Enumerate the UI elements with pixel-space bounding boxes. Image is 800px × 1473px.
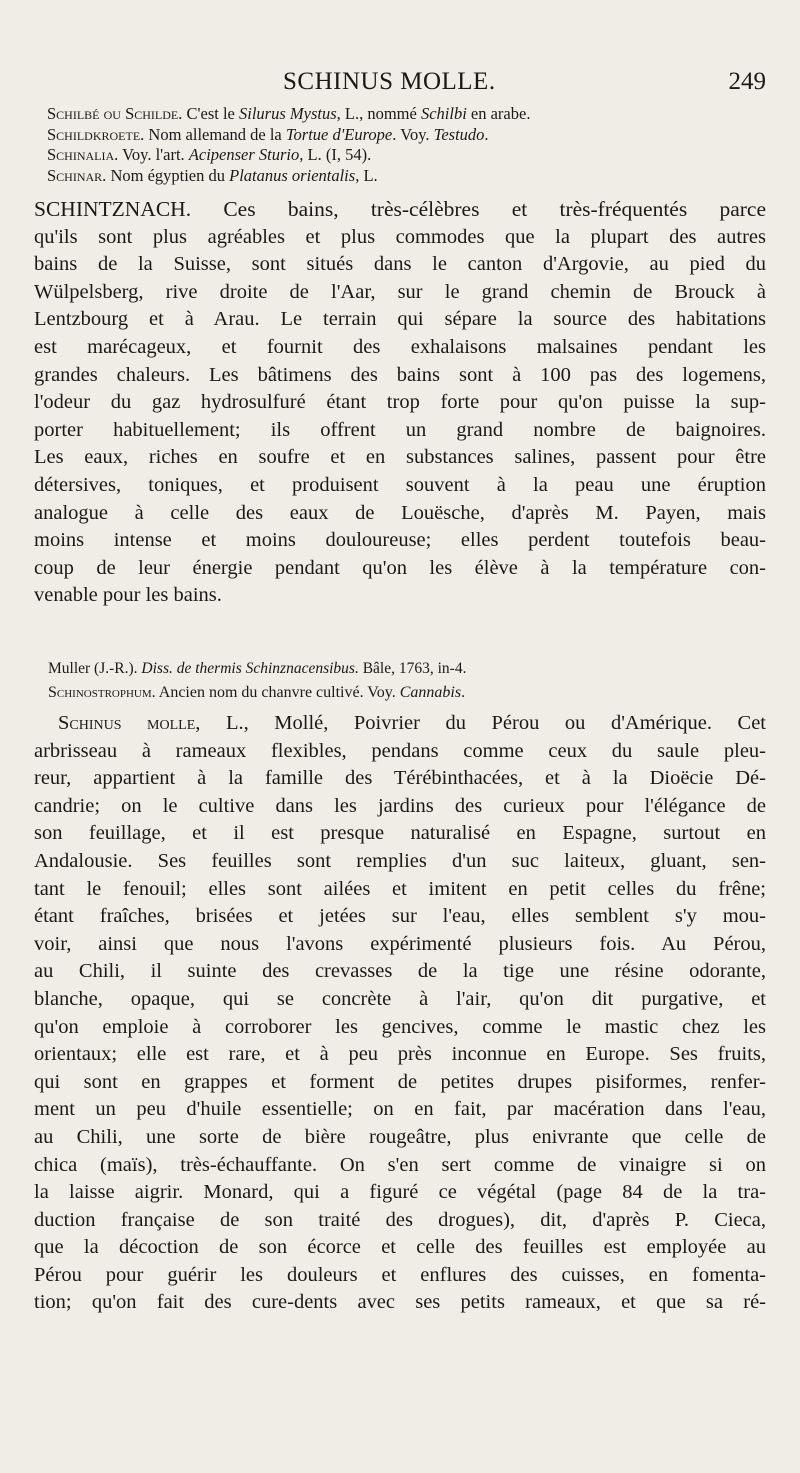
entry-schinus-molle — [34, 710, 766, 1317]
text-line: au Chili, il suinte des crevasses de la tige une résine odorante, — [34, 960, 766, 983]
text-line: bains de la Suisse, sont situés dans le canton d'Argovie, au pied du — [34, 253, 766, 276]
text-line: détersives, toniques, et produisent souvent à la peau une éruption — [34, 473, 766, 496]
text-line: grandes chaleurs. Les bâtimens des bains sont à 100 pas des logemens, — [34, 363, 766, 386]
text-line: qu'on emploie à corroborer les gencives, comme le mastic chez les — [34, 1015, 766, 1038]
text-line: l'odeur du gaz hydrosulfuré étant trop forte pour qu'on puisse la sup- — [34, 391, 766, 414]
text-line: porter habituellement; ils offrent un grand nombre de baignoires. — [34, 418, 766, 441]
text-line: Pérou pour guérir les douleurs et enflures des cuisses, en fomenta- — [34, 1263, 766, 1286]
text-line: reur, appartient à la famille des Térébinthacées, et à la Dioëcie Dé- — [34, 767, 766, 790]
short-entries — [47, 104, 767, 186]
text-line: qu'ils sont plus agréables et plus commodes que la plupart des autres — [34, 225, 766, 248]
text-line: Les eaux, riches en soufre et en substances salines, passent pour être — [34, 446, 766, 469]
page-number: 249 — [728, 68, 766, 95]
text-line: ment un peu d'huile essentielle; on en fait, par macération dans l'eau, — [34, 1098, 766, 1121]
entry-schinalia: Schinalia. Voy. l'art. Acipenser Sturio, L. (I, 54). — [47, 145, 372, 164]
text-line: SCHINTZNACH. Ces bains, très-célèbres et très-fréquentés parce — [34, 197, 766, 221]
text-line: Wülpelsberg, rive droite de l'Aar, sur le grand chemin de Brouck à — [34, 280, 766, 303]
text-line: est marécageux, et fournit des exhalaisons malsaines pendant les — [34, 335, 766, 358]
entry-schilbe: Schilbé ou Schilde. C'est le Silurus Mystus, L., nommé Schilbi en arabe. — [47, 104, 531, 123]
text-line: que la décoction de son écorce et celle des feuilles est employée au — [34, 1236, 766, 1259]
text-line: Andalousie. Ses feuilles sont remplies d'un suc laiteux, gluant, sen- — [34, 849, 766, 872]
text-line: son feuillage, et il est presque naturalisé en Espagne, surtout en — [34, 822, 766, 845]
text-line: moins intense et moins douloureuse; elles perdent toutefois beau- — [34, 529, 766, 552]
text-line: duction française de son traité des drogues), dit, d'après P. Cieca, — [34, 1208, 766, 1231]
text-line: blanche, opaque, qui se concrète à l'air, qu'on dit purgative, et — [34, 987, 766, 1010]
running-title: SCHINUS MOLLE. — [283, 68, 496, 95]
text-line: étant fraîches, brisées et jetées sur l'eau, elles semblent s'y mou- — [34, 905, 766, 928]
text-line: candrie; on le cultive dans les jardins des curieux pour l'élégance de — [34, 794, 766, 817]
text-line: tion; qu'on fait des cure-dents avec ses petits rameaux, et que sa ré- — [34, 1291, 766, 1314]
text-line: au Chili, une sorte de bière rougeâtre, plus enivrante que celle de — [34, 1125, 766, 1148]
text-line: arbrisseau à rameaux flexibles, pendans comme ceux du saule pleu- — [34, 739, 766, 762]
text-line: analogue à celle des eaux de Louësche, d'après M. Payen, mais — [34, 501, 766, 524]
text-line: venable pour les bains. — [34, 584, 222, 607]
text-line: chica (maïs), très-échauffante. On s'en sert comme de vinaigre si on — [34, 1153, 766, 1176]
text-line: Schinus molle, L., Mollé, Poivrier du Pérou ou d'Amérique. Cet — [58, 712, 766, 734]
reference-citation: Muller (J.-R.). Diss. de thermis Schinznacensibus. Bâle, 1763, in-4. — [48, 660, 467, 677]
text-line: orientaux; elle est rare, et à peu près inconnue en Europe. Ses fruits, — [34, 1043, 766, 1066]
text-line: tant le fenouil; elles sont ailées et imitent en petit celles du frêne; — [34, 877, 766, 900]
entry-schinostrophum: Schinostrophum. Ancien nom du chanvre cultivé. Voy. Cannabis. — [48, 684, 466, 701]
text-line: Lentzbourg et à Arau. Le terrain qui sépare la source des habitations — [34, 308, 766, 331]
page-header — [0, 66, 800, 106]
entry-schinar: Schinar. Nom égyptien du Platanus orientalis, L. — [47, 165, 378, 185]
text-line: coup de leur énergie pendant qu'on les élève à la température con- — [34, 556, 766, 579]
entry-schildkroete: Schildkroete. Nom allemand de la Tortue d'Europe. Voy. Testudo. — [47, 124, 489, 144]
text-line: voir, ainsi que nous l'avons expérimenté plusieurs fois. Au Pérou, — [34, 932, 766, 955]
text-line: qui sont en grappes et forment de petites drupes pisiformes, renfer- — [34, 1070, 766, 1093]
text-line: la laisse aigrir. Monard, qui a figuré ce végétal (page 84 de la tra- — [34, 1181, 766, 1204]
entry-schintznach — [34, 196, 766, 610]
